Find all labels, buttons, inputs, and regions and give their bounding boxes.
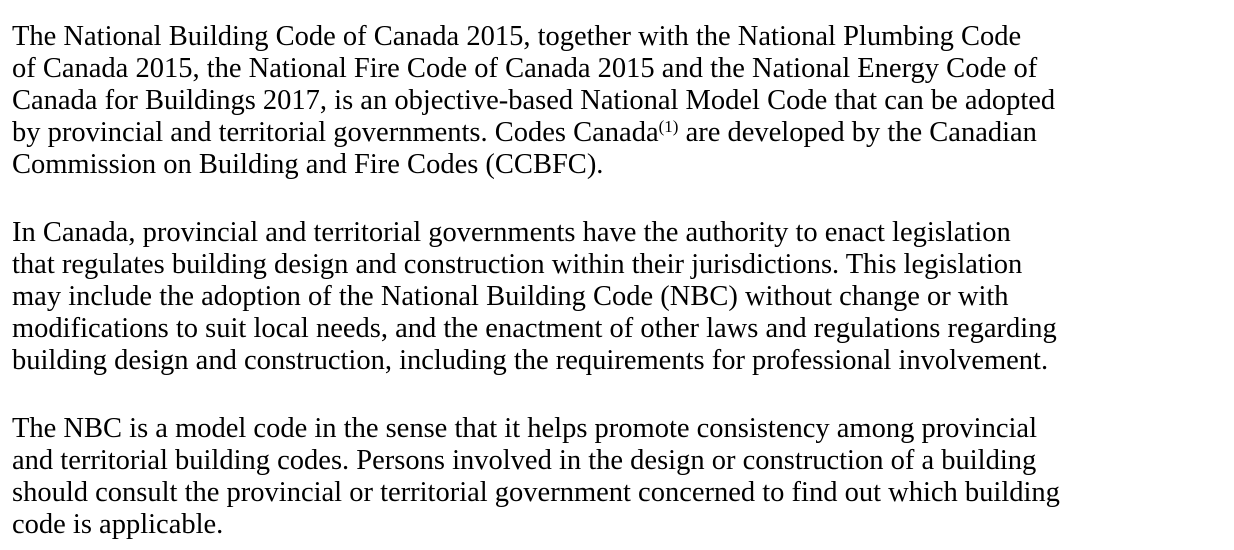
text-line: In Canada, provincial and territorial governments have the authority to enact legislation xyxy=(12,217,1011,248)
footnote-marker: (1) xyxy=(658,117,679,136)
text-line: building design and construction, including the requirements for professional involvement. xyxy=(12,345,1049,376)
text-line: The NBC is a model code in the sense that it helps promote consistency among provincial xyxy=(12,413,1037,444)
text-line: may include the adoption of the National Building Code (NBC) without change or with xyxy=(12,281,1009,312)
text-segment: by provincial and territorial governments. Codes Canada xyxy=(12,117,659,148)
paragraph-2 xyxy=(12,217,1224,377)
text-line: modifications to suit local needs, and the enactment of other laws and regulations regarding xyxy=(12,313,1057,344)
text-line xyxy=(12,117,1224,149)
paragraph-1 xyxy=(12,21,1224,181)
text-line: The National Building Code of Canada 2015, together with the National Plumbing Code xyxy=(12,21,1022,52)
paragraph-3 xyxy=(12,413,1224,541)
text-line: code is applicable. xyxy=(12,509,224,540)
text-line: of Canada 2015, the National Fire Code of Canada 2015 and the National Energy Code of xyxy=(12,53,1038,84)
text-line: that regulates building design and construction within their jurisdictions. This legislation xyxy=(12,249,1023,280)
document-body xyxy=(12,21,1224,541)
text-segment: are developed by the Canadian xyxy=(678,117,1037,148)
text-line: and territorial building codes. Persons involved in the design or construction of a building xyxy=(12,445,1037,476)
text-line: Canada for Buildings 2017, is an objective-based National Model Code that can be adopted xyxy=(12,85,1056,116)
text-line: should consult the provincial or territorial government concerned to find out which building xyxy=(12,477,1060,508)
text-line: Commission on Building and Fire Codes (CCBFC). xyxy=(12,149,604,180)
